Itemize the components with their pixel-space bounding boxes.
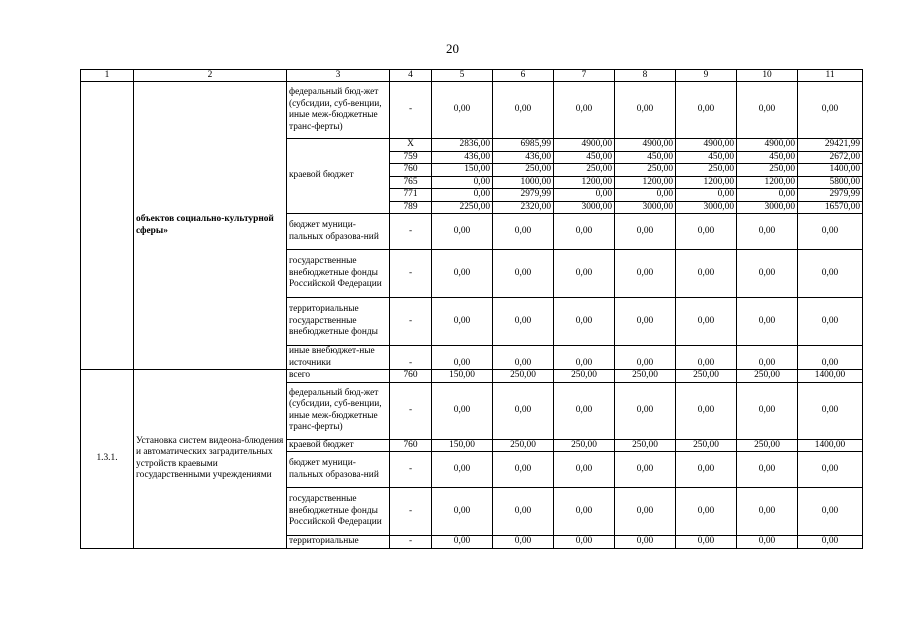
source-cell: бюджет муници-пальных образова-ний [287,452,390,488]
value-cell: 0,00 [493,298,554,346]
source-cell: краевой бюджет [287,439,390,452]
value-cell: 0,00 [615,536,676,549]
code-cell: 765 [390,176,432,189]
value-cell: 0,00 [737,189,798,202]
budget-table-wrapper [80,69,863,549]
value-cell: 0,00 [554,298,615,346]
value-cell: 4900,00 [737,139,798,152]
value-cell: 0,00 [615,82,676,139]
code-cell: - [390,382,432,439]
value-cell: 250,00 [615,370,676,383]
value-cell: 0,00 [737,488,798,536]
source-cell: государственные внебюджетные фонды Российской Федерации [287,488,390,536]
value-cell: 450,00 [554,151,615,164]
value-cell: 0,00 [554,189,615,202]
code-cell: 759 [390,151,432,164]
table-row [81,82,863,139]
value-cell: 0,00 [676,452,737,488]
code-cell: - [390,82,432,139]
value-cell: 0,00 [432,82,493,139]
value-cell: 0,00 [676,189,737,202]
value-cell: 0,00 [554,82,615,139]
value-cell: 0,00 [554,250,615,298]
source-cell: федеральный бюд-жет (субсидии, суб-венции, иные меж-бюджетные транс-ферты) [287,382,390,439]
source-cell: всего [287,370,390,383]
code-cell: 760 [390,370,432,383]
value-cell: 3000,00 [676,201,737,214]
value-cell: 29421,99 [798,139,863,152]
value-cell: 4900,00 [554,139,615,152]
value-cell: 3000,00 [615,201,676,214]
value-cell: 0,00 [676,214,737,250]
code-cell: 760 [390,439,432,452]
value-cell: 0,00 [615,250,676,298]
value-cell: 250,00 [676,164,737,177]
value-cell: 0,00 [798,452,863,488]
code-cell: - [390,214,432,250]
value-cell: 0,00 [737,452,798,488]
value-cell: 0,00 [615,452,676,488]
value-cell: 0,00 [798,214,863,250]
item-number [81,82,134,370]
value-cell: 0,00 [676,250,737,298]
value-cell: 1000,00 [493,176,554,189]
value-cell: 2320,00 [493,201,554,214]
value-cell: 0,00 [432,382,493,439]
value-cell: 0,00 [676,382,737,439]
value-cell: 0,00 [676,536,737,549]
value-cell: 250,00 [493,439,554,452]
value-cell: 5800,00 [798,176,863,189]
item-title: объектов социально-культурной сферы» [134,82,287,370]
value-cell: 0,00 [432,298,493,346]
value-cell: 0,00 [798,346,863,370]
column-number-row [81,70,863,82]
value-cell: 0,00 [737,536,798,549]
value-cell: 1200,00 [676,176,737,189]
item-number: 1.3.1. [81,370,134,549]
value-cell: 0,00 [493,488,554,536]
value-cell: 0,00 [493,382,554,439]
col-header: 11 [798,70,863,82]
item-title: Установка систем видеона-блюдения и автоматических заградительных устройств краевыми государственными учреждениями [134,370,287,549]
value-cell: 2979,99 [493,189,554,202]
col-header: 7 [554,70,615,82]
source-cell: иные внебюджет-ные источники [287,346,390,370]
value-cell: 0,00 [554,452,615,488]
value-cell: 0,00 [554,382,615,439]
source-cell: территориальные государственные внебюджетные фонды [287,298,390,346]
value-cell: 0,00 [432,488,493,536]
value-cell: 0,00 [615,189,676,202]
value-cell: 150,00 [432,164,493,177]
value-cell: 450,00 [676,151,737,164]
value-cell: 0,00 [737,382,798,439]
value-cell: 250,00 [737,164,798,177]
value-cell: 0,00 [432,250,493,298]
value-cell: 0,00 [798,250,863,298]
value-cell: 436,00 [493,151,554,164]
value-cell: 0,00 [798,382,863,439]
value-cell: 0,00 [737,346,798,370]
value-cell: 0,00 [432,452,493,488]
value-cell: 0,00 [676,488,737,536]
value-cell: 1400,00 [798,370,863,383]
value-cell: 0,00 [432,214,493,250]
code-cell: - [390,488,432,536]
value-cell: 250,00 [676,439,737,452]
value-cell: 0,00 [493,250,554,298]
value-cell: 2979,99 [798,189,863,202]
value-cell: 3000,00 [737,201,798,214]
code-cell: - [390,298,432,346]
col-header: 8 [615,70,676,82]
value-cell: 250,00 [554,439,615,452]
code-cell: - [390,346,432,370]
value-cell: 0,00 [554,488,615,536]
value-cell: 2250,00 [432,201,493,214]
value-cell: 0,00 [493,82,554,139]
value-cell: 0,00 [615,298,676,346]
value-cell: 250,00 [737,370,798,383]
value-cell: 0,00 [676,346,737,370]
col-header: 1 [81,70,134,82]
col-header: 9 [676,70,737,82]
value-cell: 250,00 [615,164,676,177]
value-cell: 4900,00 [615,139,676,152]
value-cell: 250,00 [554,370,615,383]
value-cell: 0,00 [554,346,615,370]
budget-table [80,69,863,549]
value-cell: 250,00 [493,370,554,383]
source-cell: бюджет муници-пальных образова-ний [287,214,390,250]
value-cell: 1200,00 [554,176,615,189]
value-cell: 0,00 [493,536,554,549]
value-cell: 0,00 [554,214,615,250]
value-cell: 4900,00 [676,139,737,152]
value-cell: 150,00 [432,439,493,452]
source-cell: территориальные [287,536,390,549]
col-header: 5 [432,70,493,82]
code-cell: - [390,536,432,549]
value-cell: 0,00 [615,488,676,536]
value-cell: 2672,00 [798,151,863,164]
value-cell: 0,00 [798,82,863,139]
code-cell: 789 [390,201,432,214]
value-cell: 6985,99 [493,139,554,152]
value-cell: 0,00 [676,298,737,346]
code-cell: Х [390,139,432,152]
value-cell: 0,00 [493,452,554,488]
value-cell: 0,00 [737,250,798,298]
value-cell: 0,00 [798,298,863,346]
value-cell: 0,00 [432,189,493,202]
col-header: 6 [493,70,554,82]
value-cell: 1400,00 [798,439,863,452]
code-cell: - [390,250,432,298]
code-cell: 760 [390,164,432,177]
value-cell: 250,00 [676,370,737,383]
value-cell: 1400,00 [798,164,863,177]
value-cell: 250,00 [554,164,615,177]
value-cell: 0,00 [737,214,798,250]
value-cell: 0,00 [798,488,863,536]
value-cell: 0,00 [615,346,676,370]
value-cell: 250,00 [615,439,676,452]
value-cell: 450,00 [737,151,798,164]
source-cell: государственные внебюджетные фонды Российской Федерации [287,250,390,298]
value-cell: 0,00 [554,536,615,549]
table-row [81,370,863,383]
value-cell: 150,00 [432,370,493,383]
value-cell: 1200,00 [615,176,676,189]
value-cell: 0,00 [676,82,737,139]
value-cell: 250,00 [493,164,554,177]
source-cell: краевой бюджет [287,139,390,214]
value-cell: 0,00 [493,214,554,250]
value-cell: 0,00 [615,382,676,439]
value-cell: 450,00 [615,151,676,164]
value-cell: 16570,00 [798,201,863,214]
value-cell: 0,00 [432,176,493,189]
value-cell: 0,00 [737,298,798,346]
value-cell: 0,00 [615,214,676,250]
col-header: 3 [287,70,390,82]
value-cell: 250,00 [737,439,798,452]
code-cell: 771 [390,189,432,202]
value-cell: 0,00 [432,536,493,549]
value-cell: 0,00 [737,82,798,139]
value-cell: 3000,00 [554,201,615,214]
source-cell: федеральный бюд-жет (субсидии, суб-венции, иные меж-бюджетные транс-ферты) [287,82,390,139]
value-cell: 0,00 [493,346,554,370]
value-cell: 436,00 [432,151,493,164]
code-cell: - [390,452,432,488]
value-cell: 0,00 [798,536,863,549]
col-header: 10 [737,70,798,82]
col-header: 4 [390,70,432,82]
value-cell: 1200,00 [737,176,798,189]
value-cell: 0,00 [432,346,493,370]
col-header: 2 [134,70,287,82]
page-number: 20 [446,41,459,56]
value-cell: 2836,00 [432,139,493,152]
